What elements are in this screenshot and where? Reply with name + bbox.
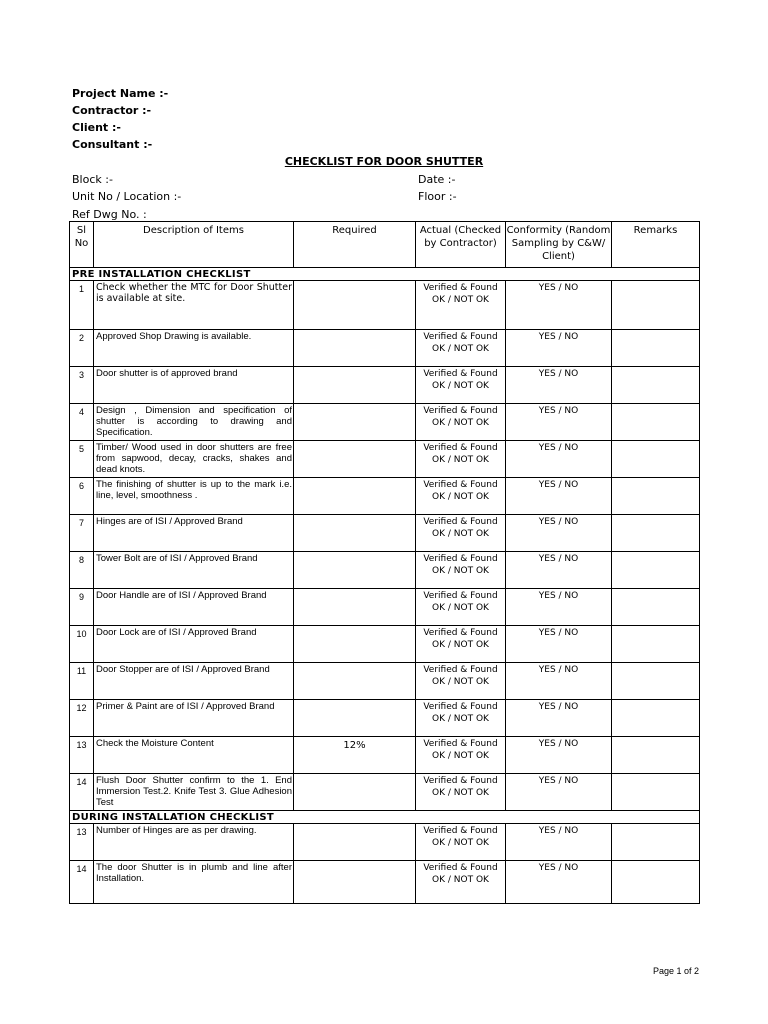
row-actual xyxy=(416,589,506,626)
row-sl-number: 4 xyxy=(70,404,94,441)
row-remarks xyxy=(612,441,700,478)
row-remarks xyxy=(612,281,700,330)
row-conformity: YES / NO xyxy=(506,774,612,811)
row-description: Check whether the MTC for Door Shutter is available at site. xyxy=(94,281,294,330)
row-description: Door Lock are of ISI / Approved Brand xyxy=(94,626,294,663)
table-row xyxy=(70,281,700,330)
actual-ok-text: OK / NOT OK xyxy=(432,294,489,305)
pre-installation-heading: PRE INSTALLATION CHECKLIST xyxy=(70,268,700,281)
row-remarks xyxy=(612,663,700,700)
row-sl-number: 14 xyxy=(70,774,94,811)
row-required xyxy=(294,478,416,515)
row-remarks xyxy=(612,861,700,904)
row-conformity: YES / NO xyxy=(506,515,612,552)
row-required xyxy=(294,441,416,478)
row-sl-number: 10 xyxy=(70,626,94,663)
row-required xyxy=(294,774,416,811)
section-row xyxy=(70,811,700,824)
row-description: Door Handle are of ISI / Approved Brand xyxy=(94,589,294,626)
actual-verified-text: Verified & Found xyxy=(423,863,498,873)
row-actual xyxy=(416,824,506,861)
actual-verified-text: Verified & Found xyxy=(423,369,498,379)
row-description: Hinges are of ISI / Approved Brand xyxy=(94,515,294,552)
table-row xyxy=(70,700,700,737)
row-sl-number: 7 xyxy=(70,515,94,552)
row-actual xyxy=(416,663,506,700)
col-header-actual: Actual (Checked by Contractor) xyxy=(416,222,506,268)
table-row xyxy=(70,515,700,552)
row-remarks xyxy=(612,515,700,552)
row-required xyxy=(294,404,416,441)
row-remarks xyxy=(612,589,700,626)
row-conformity: YES / NO xyxy=(506,552,612,589)
row-conformity: YES / NO xyxy=(506,663,612,700)
actual-verified-text: Verified & Found xyxy=(423,628,498,638)
row-actual xyxy=(416,861,506,904)
actual-verified-text: Verified & Found xyxy=(423,443,498,453)
actual-ok-text: OK / NOT OK xyxy=(432,874,489,885)
actual-ok-text: OK / NOT OK xyxy=(432,639,489,650)
row-required xyxy=(294,626,416,663)
actual-ok-text: OK / NOT OK xyxy=(432,713,489,724)
row-required xyxy=(294,330,416,367)
col-header-remarks: Remarks xyxy=(612,222,700,268)
row-description: Primer & Paint are of ISI / Approved Brand xyxy=(94,700,294,737)
row-conformity: YES / NO xyxy=(506,441,612,478)
table-row xyxy=(70,404,700,441)
row-sl-number: 3 xyxy=(70,367,94,404)
row-conformity: YES / NO xyxy=(506,626,612,663)
section-row xyxy=(70,268,700,281)
row-actual xyxy=(416,330,506,367)
row-conformity: YES / NO xyxy=(506,281,612,330)
row-description: Check the Moisture Content xyxy=(94,737,294,774)
row-actual xyxy=(416,515,506,552)
row-remarks xyxy=(612,367,700,404)
row-conformity: YES / NO xyxy=(506,737,612,774)
row-sl-number: 13 xyxy=(70,824,94,861)
during-installation-heading: DURING INSTALLATION CHECKLIST xyxy=(70,811,700,824)
row-conformity: YES / NO xyxy=(506,404,612,441)
row-sl-number: 12 xyxy=(70,700,94,737)
row-required xyxy=(294,861,416,904)
row-required xyxy=(294,367,416,404)
col-header-sl: Sl No xyxy=(70,222,94,268)
page-number: Page 1 of 2 xyxy=(653,966,700,976)
row-remarks xyxy=(612,478,700,515)
row-description: The finishing of shutter is up to the mark i.e. line, level, smoothness . xyxy=(94,478,294,515)
row-actual xyxy=(416,478,506,515)
row-required xyxy=(294,824,416,861)
row-remarks xyxy=(612,737,700,774)
actual-verified-text: Verified & Found xyxy=(423,702,498,712)
actual-verified-text: Verified & Found xyxy=(423,591,498,601)
row-conformity: YES / NO xyxy=(506,367,612,404)
table-row xyxy=(70,441,700,478)
row-sl-number: 1 xyxy=(70,281,94,330)
row-description: Timber/ Wood used in door shutters are free from sapwood, decay, cracks, shakes and dead knots. xyxy=(94,441,294,478)
checklist-table xyxy=(69,221,700,904)
row-actual xyxy=(416,626,506,663)
actual-ok-text: OK / NOT OK xyxy=(432,565,489,576)
row-sl-number: 13 xyxy=(70,737,94,774)
actual-verified-text: Verified & Found xyxy=(423,739,498,749)
row-description: Approved Shop Drawing is available. xyxy=(94,330,294,367)
actual-verified-text: Verified & Found xyxy=(423,776,498,786)
table-row xyxy=(70,552,700,589)
actual-ok-text: OK / NOT OK xyxy=(432,454,489,465)
row-conformity: YES / NO xyxy=(506,589,612,626)
row-required xyxy=(294,552,416,589)
row-required xyxy=(294,663,416,700)
client-label: Client :- xyxy=(72,121,121,134)
block-label: Block :- xyxy=(72,173,113,186)
row-sl-number: 9 xyxy=(70,589,94,626)
actual-ok-text: OK / NOT OK xyxy=(432,787,489,798)
actual-verified-text: Verified & Found xyxy=(423,406,498,416)
actual-ok-text: OK / NOT OK xyxy=(432,491,489,502)
row-remarks xyxy=(612,404,700,441)
row-remarks xyxy=(612,330,700,367)
row-remarks xyxy=(612,552,700,589)
table-row xyxy=(70,478,700,515)
table-row xyxy=(70,824,700,861)
row-conformity: YES / NO xyxy=(506,700,612,737)
row-actual xyxy=(416,441,506,478)
date-label: Date :- xyxy=(418,173,456,186)
row-description: Number of Hinges are as per drawing. xyxy=(94,824,294,861)
col-header-required: Required xyxy=(294,222,416,268)
row-conformity: YES / NO xyxy=(506,478,612,515)
table-header-row xyxy=(70,222,700,268)
document-title: CHECKLIST FOR DOOR SHUTTER xyxy=(284,155,484,168)
row-sl-number: 5 xyxy=(70,441,94,478)
row-actual xyxy=(416,367,506,404)
row-conformity: YES / NO xyxy=(506,861,612,904)
table-row xyxy=(70,737,700,774)
row-actual xyxy=(416,700,506,737)
contractor-label: Contractor :- xyxy=(72,104,152,117)
row-sl-number: 11 xyxy=(70,663,94,700)
actual-verified-text: Verified & Found xyxy=(423,332,498,342)
row-required xyxy=(294,281,416,330)
row-remarks xyxy=(612,700,700,737)
actual-verified-text: Verified & Found xyxy=(423,554,498,564)
table-row xyxy=(70,589,700,626)
row-sl-number: 14 xyxy=(70,861,94,904)
ref-dwg-label: Ref Dwg No. : xyxy=(72,208,147,221)
row-required xyxy=(294,515,416,552)
row-required xyxy=(294,700,416,737)
row-description: Flush Door Shutter confirm to the 1. End Immersion Test.2. Knife Test 3. Glue Adhesion Test xyxy=(94,774,294,811)
consultant-label: Consultant :- xyxy=(72,138,153,151)
row-description: Tower Bolt are of ISI / Approved Brand xyxy=(94,552,294,589)
table-row xyxy=(70,367,700,404)
actual-ok-text: OK / NOT OK xyxy=(432,676,489,687)
actual-ok-text: OK / NOT OK xyxy=(432,380,489,391)
actual-ok-text: OK / NOT OK xyxy=(432,528,489,539)
row-required: 12% xyxy=(294,737,416,774)
floor-label: Floor :- xyxy=(418,190,457,203)
actual-verified-text: Verified & Found xyxy=(423,665,498,675)
row-conformity: YES / NO xyxy=(506,330,612,367)
table-row xyxy=(70,861,700,904)
row-conformity: YES / NO xyxy=(506,824,612,861)
actual-ok-text: OK / NOT OK xyxy=(432,750,489,761)
actual-ok-text: OK / NOT OK xyxy=(432,417,489,428)
row-description: Door shutter is of approved brand xyxy=(94,367,294,404)
table-row xyxy=(70,774,700,811)
row-remarks xyxy=(612,824,700,861)
actual-ok-text: OK / NOT OK xyxy=(432,602,489,613)
actual-verified-text: Verified & Found xyxy=(423,517,498,527)
row-actual xyxy=(416,281,506,330)
row-sl-number: 8 xyxy=(70,552,94,589)
row-actual xyxy=(416,404,506,441)
actual-ok-text: OK / NOT OK xyxy=(432,343,489,354)
actual-verified-text: Verified & Found xyxy=(423,480,498,490)
actual-verified-text: Verified & Found xyxy=(423,283,498,293)
row-actual xyxy=(416,737,506,774)
row-sl-number: 6 xyxy=(70,478,94,515)
row-remarks xyxy=(612,774,700,811)
row-required xyxy=(294,589,416,626)
table-row xyxy=(70,626,700,663)
row-actual xyxy=(416,552,506,589)
col-header-description: Description of Items xyxy=(94,222,294,268)
project-name-label: Project Name :- xyxy=(72,87,169,100)
actual-verified-text: Verified & Found xyxy=(423,826,498,836)
row-actual xyxy=(416,774,506,811)
row-sl-number: 2 xyxy=(70,330,94,367)
table-row xyxy=(70,663,700,700)
unit-location-label: Unit No / Location :- xyxy=(72,190,182,203)
row-description: The door Shutter is in plumb and line after Installation. xyxy=(94,861,294,904)
table-row xyxy=(70,330,700,367)
row-description: Door Stopper are of ISI / Approved Brand xyxy=(94,663,294,700)
row-remarks xyxy=(612,626,700,663)
row-description: Design , Dimension and specification of shutter is according to drawing and Specification. xyxy=(94,404,294,441)
actual-ok-text: OK / NOT OK xyxy=(432,837,489,848)
col-header-conformity: Conformity (Random Sampling by C&W/ Client) xyxy=(506,222,612,268)
